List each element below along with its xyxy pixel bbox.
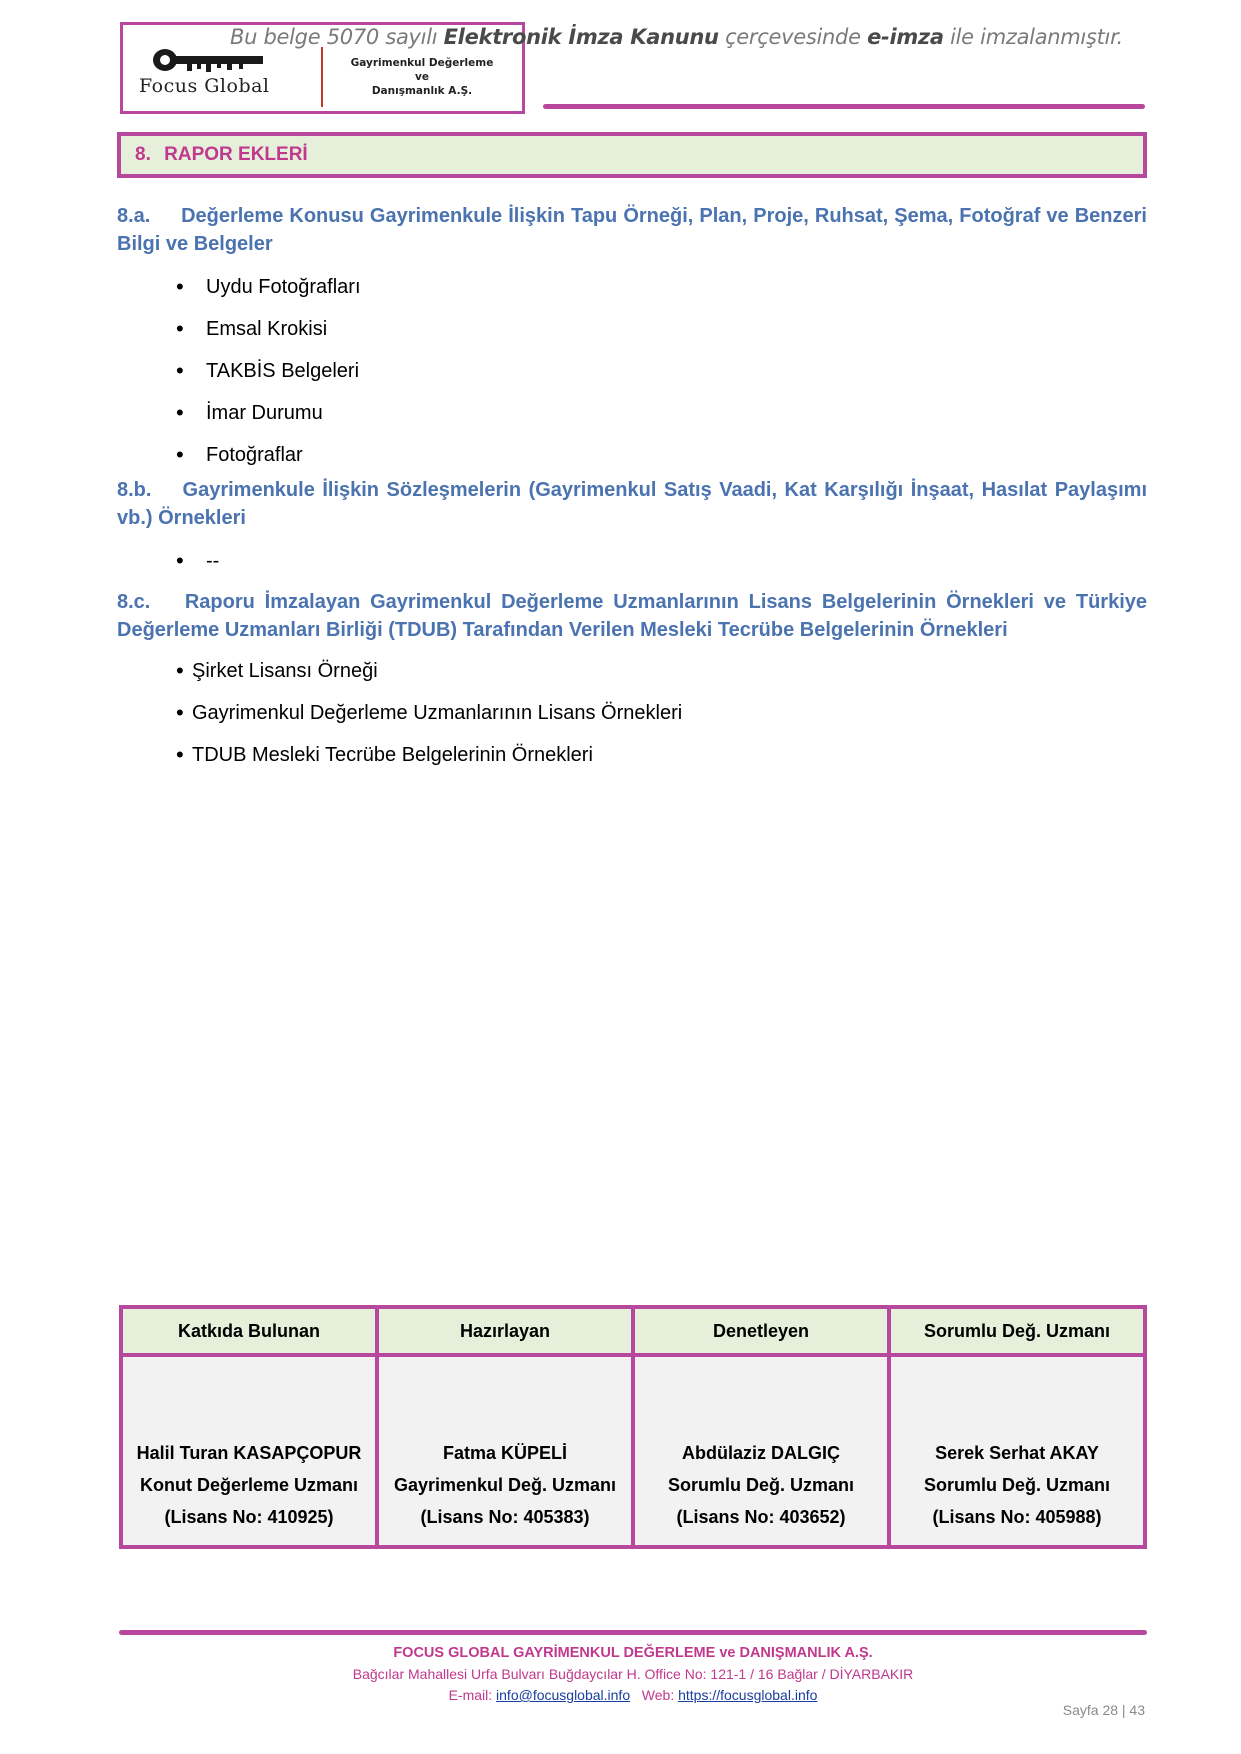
- esign-term: e-imza: [867, 25, 944, 49]
- list-item: • Şirket Lisansı Örneği: [117, 650, 1147, 692]
- signer-role: Gayrimenkul Değ. Uzmanı: [393, 1475, 617, 1495]
- attachment-list-8a: [117, 266, 1147, 476]
- key-icon: [151, 47, 266, 73]
- signer-role: Sorumlu Değ. Uzmanı: [923, 1475, 1111, 1495]
- signer-name: Serek Serhat AKAY: [935, 1443, 1099, 1463]
- logo-company-line: Danışmanlık A.Ş.: [371, 85, 473, 97]
- section-heading: [117, 132, 1147, 178]
- esign-law-name: Elektronik İmza Kanunu: [443, 25, 719, 49]
- subsection-tag: 8.c.: [117, 591, 151, 613]
- esign-text: çerçevesinde: [718, 25, 868, 49]
- list-item: • --: [117, 540, 1147, 582]
- signer-license: (Lisans No: 403652): [676, 1507, 846, 1527]
- footer-company-name: FOCUS GLOBAL GAYRİMENKUL DEĞERLEME ve DANIŞMANLIK A.Ş.: [393, 1645, 873, 1661]
- list-item: • Fotoğraflar: [117, 434, 1147, 476]
- logo-company-text: [333, 56, 511, 98]
- signature-cell: [377, 1355, 633, 1547]
- footer-address: Bağcılar Mahallesi Urfa Bulvarı Buğdaycılar H. Office No: 121-1 / 16 Bağlar / DİYARBAKIR: [352, 1666, 914, 1682]
- attachment-list-8b: [117, 540, 1147, 582]
- signer-name: Abdülaziz DALGIÇ: [682, 1443, 840, 1463]
- signer-role: Sorumlu Değ. Uzmanı: [667, 1475, 855, 1495]
- list-item: • TAKBİS Belgeleri: [117, 350, 1147, 392]
- signer-name: Fatma KÜPELİ: [442, 1443, 568, 1463]
- logo-company-line: Gayrimenkul Değerleme: [350, 57, 494, 69]
- signer-name: Halil Turan KASAPÇOPUR: [136, 1443, 362, 1463]
- section-title: RAPOR EKLERİ: [164, 144, 308, 165]
- subsection-heading-8c: [117, 588, 1147, 644]
- signer-license: (Lisans No: 405988): [932, 1507, 1102, 1527]
- subsection-title: Değerleme Konusu Gayrimenkule İlişkin Tapu Örneği, Plan, Proje, Ruhsat, Şema, Fotoğraf ve Benzeri Bilgi ve Belgeler: [117, 205, 1147, 255]
- subsection-heading-8b: [117, 476, 1147, 532]
- signature-row: [121, 1355, 1145, 1547]
- signature-cell: [889, 1355, 1145, 1547]
- logo-divider: [321, 47, 323, 107]
- section-number: 8.: [135, 144, 151, 165]
- signature-table: [119, 1305, 1147, 1549]
- footer-contact: [119, 1685, 1147, 1706]
- subsection-title: Raporu İmzalayan Gayrimenkul Değerleme Uzmanlarının Lisans Belgelerinin Örnekleri ve Türkiye Değerleme Uzmanları Birliği (TDUB) Tarafından Verilen Mesleki Tecrübe Belgelerinin Örnekleri: [117, 591, 1148, 641]
- footer-email-link[interactable]: info@focusglobal.info: [496, 1687, 631, 1703]
- esign-text: Bu belge 5070 sayılı: [230, 25, 444, 49]
- page-footer: [119, 1643, 1147, 1706]
- signer-license: (Lisans No: 405383): [420, 1507, 590, 1527]
- column-header: Denetleyen: [633, 1307, 889, 1355]
- logo-company-line: ve: [415, 71, 429, 83]
- signer-license: (Lisans No: 410925): [164, 1507, 334, 1527]
- report-attachments: [117, 202, 1147, 776]
- signer-role: Konut Değerleme Uzmanı: [139, 1475, 359, 1495]
- signature-header-row: [121, 1307, 1145, 1355]
- list-item: • Emsal Krokisi: [117, 308, 1147, 350]
- column-header: Katkıda Bulunan: [121, 1307, 377, 1355]
- footer-divider: [119, 1630, 1147, 1635]
- page-number: Sayfa 28 | 43: [1062, 1702, 1145, 1718]
- header-divider: [543, 104, 1145, 109]
- signature-cell: [121, 1355, 377, 1547]
- column-header: Hazırlayan: [377, 1307, 633, 1355]
- list-item: • Gayrimenkul Değerleme Uzmanlarının Lisans Örnekleri: [117, 692, 1147, 734]
- subsection-heading-8a: [117, 202, 1147, 258]
- subsection-tag: 8.a.: [117, 205, 151, 227]
- footer-web-label: Web:: [641, 1687, 675, 1703]
- list-item: • TDUB Mesleki Tecrübe Belgelerinin Örnekleri: [117, 734, 1147, 776]
- footer-email-label: E-mail:: [448, 1687, 493, 1703]
- subsection-title: Gayrimenkule İlişkin Sözleşmelerin (Gayrimenkul Satış Vaadi, Kat Karşılığı İnşaat, Hasılat Paylaşımı vb.) Örnekleri: [117, 479, 1148, 529]
- signature-cell: [633, 1355, 889, 1547]
- footer-web-link[interactable]: https://focusglobal.info: [678, 1687, 818, 1703]
- esignature-notice: [230, 25, 1123, 49]
- list-item: • Uydu Fotoğrafları: [117, 266, 1147, 308]
- column-header: Sorumlu Değ. Uzmanı: [889, 1307, 1145, 1355]
- logo-brand-text: Focus Global: [139, 75, 270, 97]
- attachment-list-8c: [117, 650, 1147, 776]
- list-item: • İmar Durumu: [117, 392, 1147, 434]
- esign-text: ile imzalanmıştır.: [943, 25, 1123, 49]
- subsection-tag: 8.b.: [117, 479, 152, 501]
